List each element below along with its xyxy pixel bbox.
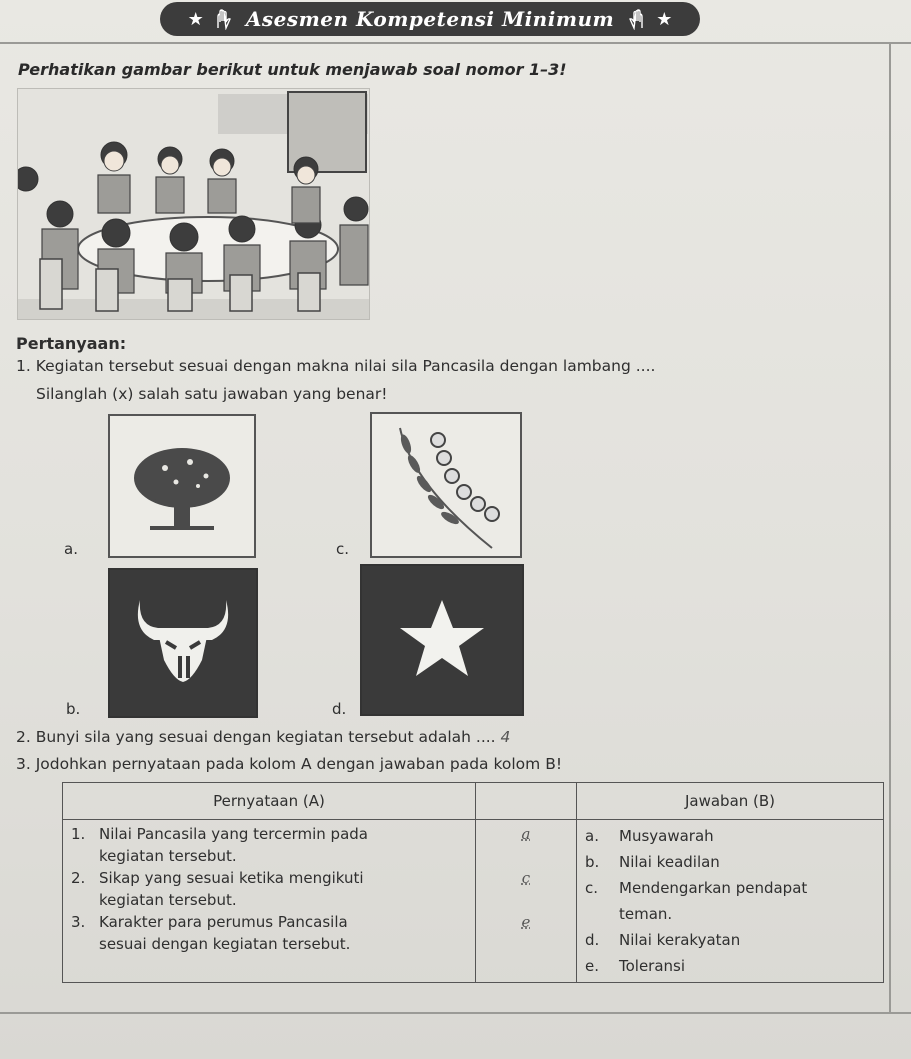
- star-right-icon: ★: [656, 8, 673, 30]
- option-b-letter: b.: [66, 700, 81, 718]
- question-2-label: 2. Bunyi sila yang sesuai dengan kegiatan tersebut adalah ....: [16, 728, 496, 746]
- option-a-box[interactable]: [108, 414, 256, 558]
- intro-instruction: Perhatikan gambar berikut untuk menjawab soal nomor 1–3!: [18, 60, 567, 79]
- choice-b: b. Nilai keadilan: [585, 853, 720, 871]
- choices-cell: [577, 820, 884, 983]
- answer-blank-1[interactable]: a: [521, 825, 531, 843]
- question-2-text: [16, 728, 510, 746]
- header-column-middle: [476, 783, 577, 820]
- option-b-box[interactable]: [108, 568, 258, 718]
- hand-right-icon: [624, 8, 646, 30]
- answers-cell: [476, 820, 577, 983]
- star-icon: [362, 566, 522, 714]
- banner-title: Asesmen Kompetensi Minimum: [245, 7, 615, 31]
- frame-bottom-line: [0, 1012, 911, 1014]
- meeting-illustration: [17, 88, 370, 320]
- frame-top-line: [0, 42, 911, 44]
- choice-e: e. Toleransi: [585, 957, 686, 975]
- choice-a: a. Musyawarah: [585, 827, 714, 845]
- statement-2: 2. Sikap yang sesuai ketika mengikuti kegiatan tersebut.: [71, 869, 364, 909]
- choice-c-continued: teman.: [619, 905, 673, 923]
- rice-cotton-icon: [372, 414, 520, 556]
- choice-c: c. Mendengarkan pendapat: [585, 879, 808, 897]
- option-d-box[interactable]: [360, 564, 524, 716]
- statement-1: 1. Nilai Pancasila yang tercermin pada kegiatan tersebut.: [71, 825, 368, 865]
- answer-blank-2[interactable]: c: [521, 869, 531, 887]
- question-3-text: 3. Jodohkan pernyataan pada kolom A dengan jawaban pada kolom B!: [16, 755, 563, 773]
- question-1-text: 1. Kegiatan tersebut sesuai dengan makna nilai sila Pancasila dengan lambang ....: [16, 357, 656, 375]
- option-c-letter: c.: [336, 540, 350, 558]
- statements-cell: [63, 820, 476, 983]
- matching-table: [62, 782, 884, 983]
- choice-d: d. Nilai kerakyatan: [585, 931, 741, 949]
- header-banner: [160, 2, 700, 36]
- question-1-instruction: Silanglah (x) salah satu jawaban yang benar!: [36, 385, 388, 403]
- star-left-icon: ★: [187, 8, 204, 30]
- question-section-label: Pertanyaan:: [16, 334, 127, 353]
- question-2-answer[interactable]: 4: [500, 728, 511, 746]
- frame-right-line: [889, 42, 891, 1012]
- option-d-letter: d.: [332, 700, 347, 718]
- bull-head-icon: [110, 570, 256, 716]
- answer-blank-3[interactable]: e: [521, 913, 531, 931]
- option-c-box[interactable]: [370, 412, 522, 558]
- banyan-tree-icon: [110, 416, 254, 556]
- hand-left-icon: [214, 8, 236, 30]
- header-column-a: Pernyataan (A): [63, 783, 476, 820]
- option-a-letter: a.: [64, 540, 78, 558]
- statement-3: 3. Karakter para perumus Pancasila sesuai dengan kegiatan tersebut.: [71, 913, 351, 953]
- header-column-b: Jawaban (B): [577, 783, 884, 820]
